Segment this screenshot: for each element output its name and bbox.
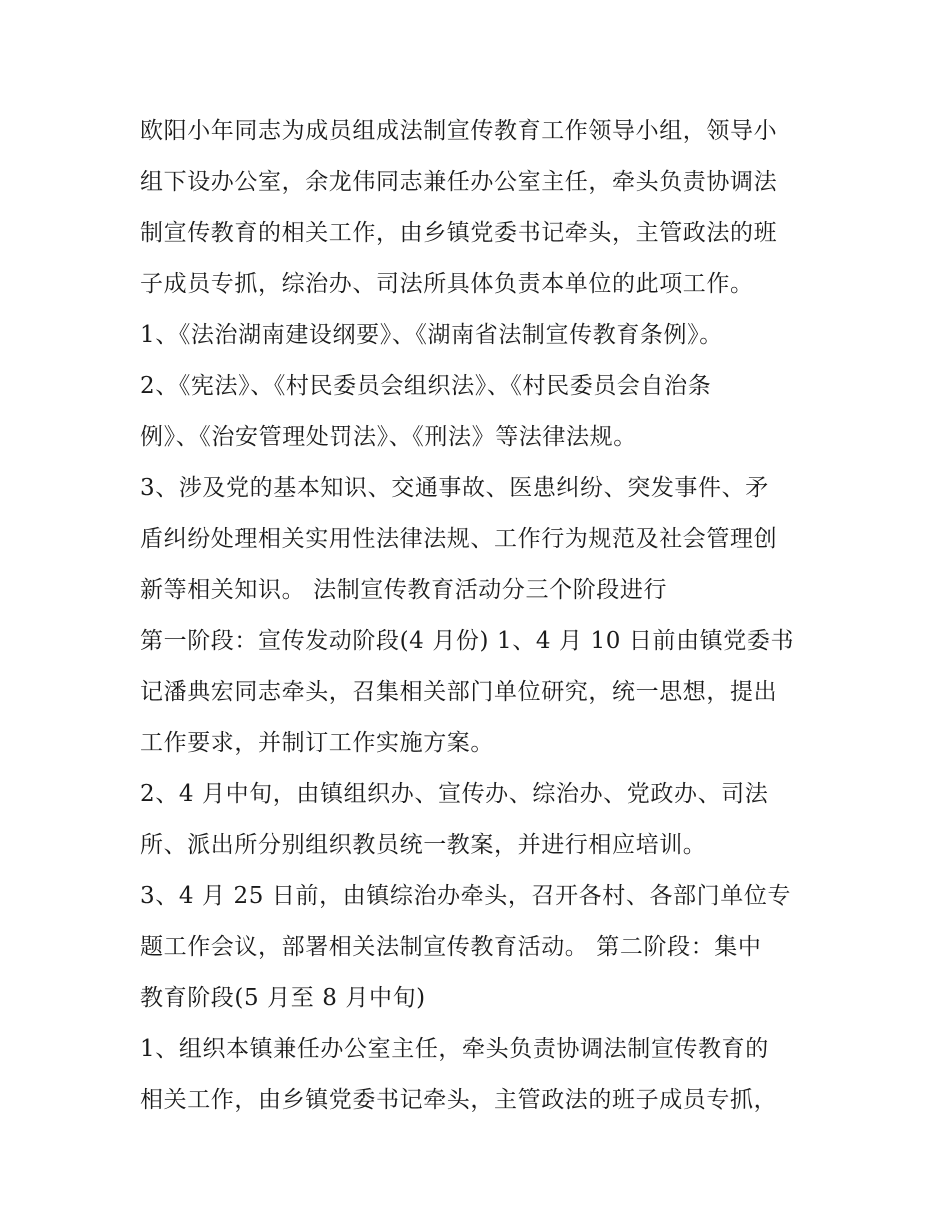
text-line-19: 1、组织本镇兼任办公室主任，牵头负责协调法制宣传教育的 [140,1036,769,1062]
text-line-4: 子成员专抓，综治办、司法所具体负责本单位的此项工作。 [140,271,754,297]
text-line-3: 制宣传教育的相关工作，由乡镇党委书记牵头，主管政法的班 [140,220,778,246]
text-line-17: 题工作会议，部署相关法制宣传教育活动。 第二阶段：集中 [140,934,762,960]
text-line-16: 3、4 月 25 日前，由镇综治办牵头，召开各村、各部门单位专 [140,883,792,909]
text-line-7: 例》、《治安管理处罚法》、《刑法》等法律法规。 [140,424,637,450]
text-line-2: 组下设办公室，余龙伟同志兼任办公室主任，牵头负责协调法 [140,169,778,195]
text-line-20: 相关工作，由乡镇党委书记牵头，主管政法的班子成员专抓， [140,1087,778,1113]
text-line-8: 3、涉及党的基本知识、交通事故、医患纠纷、突发事件、矛 [140,475,769,501]
text-line-6: 2、《宪法》、《村民委员会组织法》、《村民委员会自治条 [140,373,712,399]
document-body [140,106,830,1126]
text-line-18: 教育阶段(5 月至 8 月中旬) [140,985,426,1011]
text-line-5: 1、《法治湖南建设纲要》、《湖南省法制宣传教育条例》。 [140,322,723,348]
text-line-10: 新等相关知识。 法制宣传教育活动分三个阶段进行 [140,577,668,603]
text-line-15: 所、派出所分别组织教员统一教案，并进行相应培训。 [140,832,707,858]
text-line-13: 工作要求，并制订工作实施方案。 [140,730,494,756]
text-line-9: 盾纠纷处理相关实用性法律法规、工作行为规范及社会管理创 [140,526,778,552]
text-line-14: 2、4 月中旬，由镇组织办、宣传办、综治办、党政办、司法 [140,781,769,807]
text-line-12: 记潘典宏同志牵头，召集相关部门单位研究，统一思想，提出 [140,679,778,705]
text-line-1: 欧阳小年同志为成员组成法制宣传教育工作领导小组，领导小 [140,118,778,144]
text-line-11: 第一阶段：宣传发动阶段(4 月份) 1、4 月 10 日前由镇党委书 [140,628,795,654]
